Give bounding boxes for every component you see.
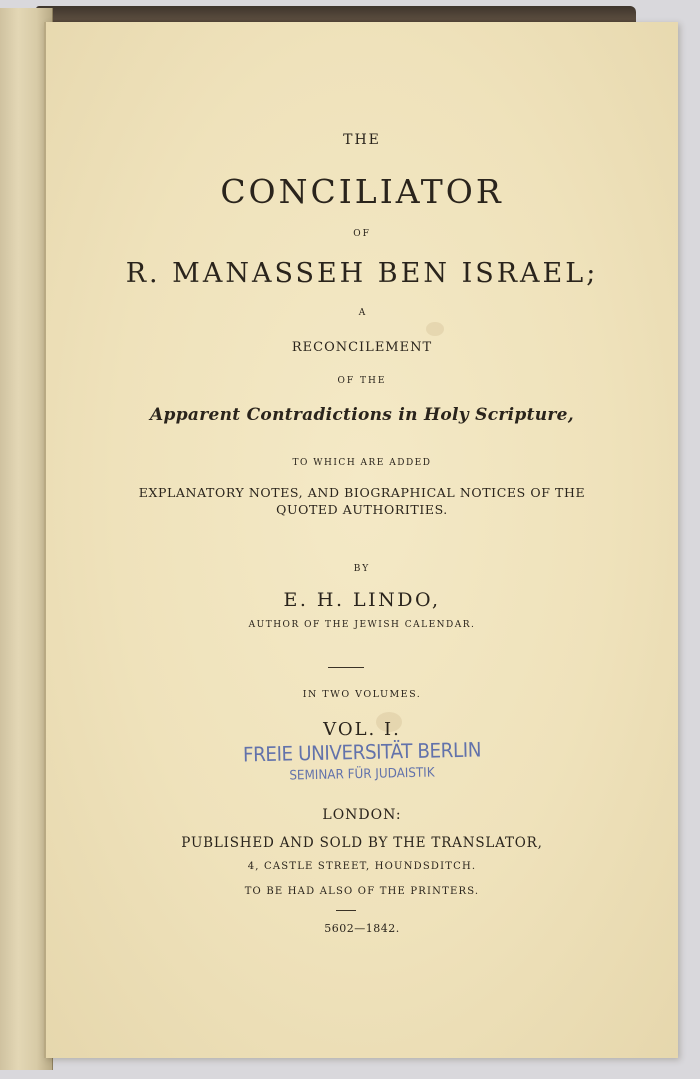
divider-rule [328,667,364,668]
by-label: BY [353,564,371,574]
subtitle-article: A [358,308,366,318]
subtitle-of-the: OF THE [337,376,387,386]
additions-line-1: EXPLANATORY NOTES, AND BIOGRAPHICAL NOTICES OF THE [138,485,586,500]
title-article: THE [343,132,381,148]
library-stamp-line-1: FREIE UNIVERSITÄT BERLIN [242,737,482,767]
library-stamp-line-2: SEMINAR FÜR JUDAISTIK [289,765,435,784]
imprint-printers: TO BE HAD ALSO OF THE PRINTERS. [244,886,480,897]
subtitle-reconcilement: RECONCILEMENT [291,340,433,355]
imprint-date: 5602—1842. [324,922,400,935]
translator-credentials: AUTHOR OF THE JEWISH CALENDAR. [248,620,476,630]
additions-text [46,484,678,518]
additions-intro: TO WHICH ARE ADDED [292,458,432,468]
imprint-address: 4, CASTLE STREET, HOUNDSDITCH. [247,861,477,872]
additions-line-2: QUOTED AUTHORITIES. [276,502,448,517]
imprint-city: LONDON: [322,807,402,823]
divider-rule-small [336,910,356,911]
title-page [44,22,678,1058]
volumes-note: IN TWO VOLUMES. [302,689,422,700]
translator-name: E. H. LINDO, [283,589,441,611]
book-title: CONCILIATOR [220,172,504,211]
author-name: R. MANASSEH BEN ISRAEL; [125,258,599,289]
volume-number: VOL. I. [323,719,401,740]
subtitle-subject: Apparent Contradictions in Holy Scripture, [150,405,574,425]
foxing-spot [426,322,444,336]
imprint-publisher: PUBLISHED AND SOLD BY THE TRANSLATOR, [181,835,543,851]
title-of: OF [353,229,371,239]
